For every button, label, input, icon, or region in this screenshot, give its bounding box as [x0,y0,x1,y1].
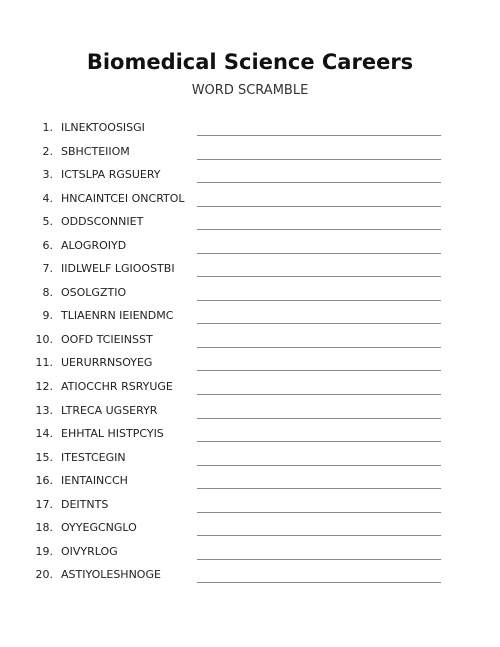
scrambled-word: ALOGROIYD [61,238,127,252]
list-item [0,236,500,260]
list-item [0,495,500,519]
answer-line [197,300,441,301]
list-item [0,565,500,589]
item-number: 2. [42,144,53,158]
answer-line [197,206,441,207]
item-number: 6. [42,238,53,252]
answer-line [197,465,441,466]
list-item [0,330,500,354]
list-item [0,259,500,283]
scrambled-word: OOFD TCIEINSST [61,332,153,346]
scrambled-word: DEITNTS [61,497,109,511]
scrambled-word: ILNEKTOOSISGI [61,121,145,134]
scrambled-word: IENTAINCCH [61,474,128,488]
list-item [0,142,500,166]
scrambled-word: EHHTAL HISTPCYIS [61,427,164,441]
answer-line [197,582,441,583]
item-number: 8. [42,285,53,299]
list-item [0,283,500,307]
scrambled-word: OSOLGZTIO [61,285,127,299]
item-number: 1. [42,121,53,134]
scrambled-word: IIDLWELF LGIOOSTBI [61,262,175,276]
scrambled-word: ASTIYOLESHNOGE [61,568,161,582]
list-item [0,353,500,377]
list-item [0,165,500,189]
answer-line [197,159,441,160]
answer-line [197,488,441,489]
answer-line [197,370,441,371]
scrambled-word: SBHCTEIIOM [61,144,130,158]
item-number: 14. [35,427,53,441]
page-title: Biomedical Science Careers [86,50,414,74]
list-item [0,471,500,495]
item-number: 10. [35,332,53,346]
answer-line [197,347,441,348]
item-number: 11. [35,356,53,370]
item-number: 7. [42,262,53,276]
list-item [0,118,500,142]
list-item [0,448,500,472]
scrambled-word: LTRECA UGSERYR [61,403,158,417]
page-subtitle: WORD SCRAMBLE [191,83,309,98]
scrambled-word: HNCAINTCEI ONCRTOL [61,191,185,205]
item-number: 15. [35,450,53,464]
scramble-list [0,118,500,589]
scrambled-word: UERURRNSOYEG [61,356,153,370]
list-item [0,518,500,542]
answer-line [197,276,441,277]
item-number: 12. [35,380,53,394]
list-item [0,542,500,566]
item-number: 20. [35,568,53,582]
item-number: 9. [42,309,53,323]
answer-line [197,535,441,536]
list-item [0,212,500,236]
scrambled-word: ITESTCEGIN [61,450,126,464]
item-number: 16. [35,474,53,488]
list-item [0,401,500,425]
item-number: 13. [35,403,53,417]
answer-line [197,323,441,324]
scrambled-word: ATIOCCHR RSRYUGE [61,380,173,394]
scrambled-word: ICTSLPA RGSUERY [61,168,161,182]
answer-line [197,182,441,183]
answer-line [197,441,441,442]
answer-line [197,135,441,136]
item-number: 4. [42,191,53,205]
item-number: 3. [42,168,53,182]
item-number: 17. [35,497,53,511]
list-item [0,424,500,448]
answer-line [197,418,441,419]
item-number: 5. [42,215,53,229]
item-number: 19. [35,544,53,558]
list-item [0,306,500,330]
answer-line [197,394,441,395]
scrambled-word: TLIAENRN IEIENDMC [61,309,174,323]
scrambled-word: OYYEGCNGLO [61,521,137,535]
answer-line [197,559,441,560]
list-item [0,189,500,213]
answer-line [197,229,441,230]
item-number: 18. [35,521,53,535]
scrambled-word: ODDSCONNIET [61,215,144,229]
answer-line [197,512,441,513]
list-item [0,377,500,401]
answer-line [197,253,441,254]
scrambled-word: OIVYRLOG [61,544,118,558]
